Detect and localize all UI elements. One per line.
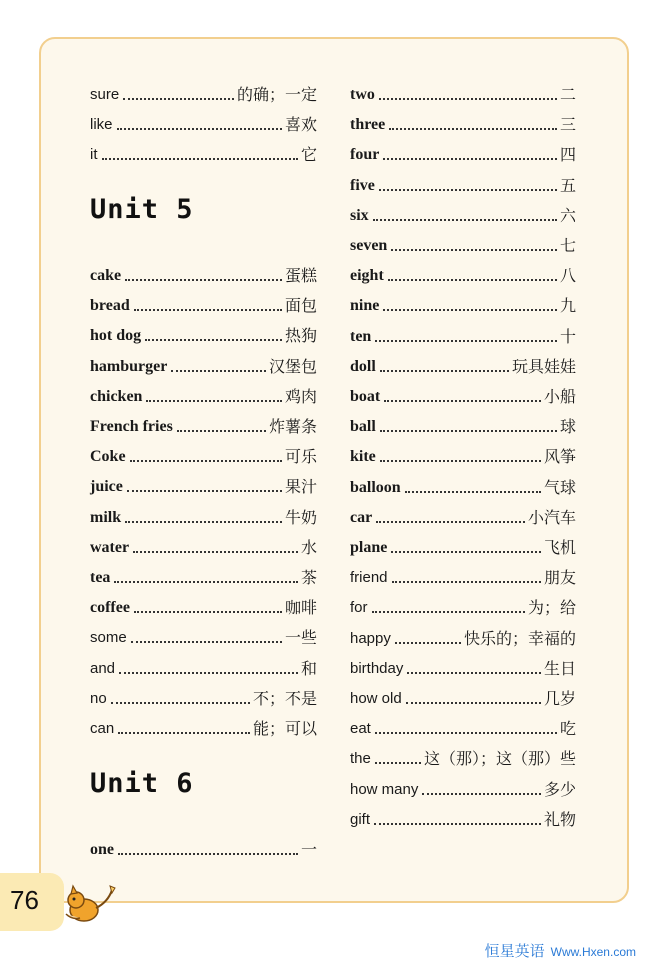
vocab-english: sure xyxy=(90,86,120,103)
dot-leader xyxy=(125,279,282,281)
vocab-english: nine xyxy=(350,297,380,315)
vocab-chinese: 玩具娃娃 xyxy=(511,356,576,376)
vocab-english: birthday xyxy=(350,659,404,677)
watermark xyxy=(485,940,636,961)
vocab-entry xyxy=(350,113,576,135)
dot-leader xyxy=(114,581,298,583)
dot-leader xyxy=(383,158,557,160)
vocab-entry xyxy=(350,808,576,830)
dot-leader xyxy=(405,491,541,493)
vocab-entry xyxy=(90,294,317,316)
vocab-entry xyxy=(90,566,317,588)
dot-leader xyxy=(118,732,250,734)
vocab-english: happy xyxy=(350,629,391,647)
vocab-entry xyxy=(350,415,576,437)
vocab-chinese: 九 xyxy=(559,296,576,316)
vocab-chinese: 生日 xyxy=(543,658,576,678)
dot-leader xyxy=(407,672,541,674)
vocab-entry xyxy=(90,324,317,346)
dot-leader xyxy=(133,551,298,553)
dot-leader xyxy=(380,430,557,432)
vocab-chinese: 蛋糕 xyxy=(284,266,317,285)
vocab-english: six xyxy=(350,206,369,224)
vocab-chinese: 二 xyxy=(559,85,576,104)
fox-mascot-icon xyxy=(62,884,116,924)
vocab-chinese: 八 xyxy=(559,266,576,286)
vocab-chinese: 几岁 xyxy=(543,689,576,708)
vocab-entry xyxy=(350,566,576,588)
vocab-chinese: 水 xyxy=(300,537,317,557)
vocab-english: water xyxy=(90,538,130,556)
vocab-english: hamburger xyxy=(90,357,168,375)
vocab-entry xyxy=(350,536,576,558)
vocab-chinese: 一些 xyxy=(284,628,317,648)
vocab-english: cake xyxy=(90,267,122,284)
watermark-url: Www.Hxen.com xyxy=(550,945,636,959)
dot-leader xyxy=(146,400,282,402)
vocab-entry xyxy=(350,264,576,286)
vocab-english: coffee xyxy=(90,599,130,617)
vocab-english: how old xyxy=(350,690,402,707)
vocab-chinese: 朋友 xyxy=(543,568,576,588)
vocab-entry xyxy=(90,536,317,558)
vocab-chinese: 飞机 xyxy=(543,538,576,557)
vocab-entry xyxy=(350,174,576,196)
dot-leader xyxy=(145,339,282,341)
vocab-chinese: 可乐 xyxy=(284,447,317,467)
vocab-entry xyxy=(90,657,317,679)
watermark-brand: 恒星英语 xyxy=(484,943,545,960)
vocab-entry xyxy=(350,294,576,316)
dot-leader xyxy=(373,219,557,221)
vocab-chinese: 为；给 xyxy=(527,598,576,618)
unit-6-heading: Unit 6 xyxy=(90,768,194,799)
vocab-entry xyxy=(350,596,576,618)
vocab-chinese: 茶 xyxy=(300,568,317,587)
dot-leader xyxy=(127,490,282,492)
vocab-entry xyxy=(350,627,576,649)
dot-leader xyxy=(130,460,282,462)
vocab-english: hot dog xyxy=(90,327,142,345)
vocab-english: boat xyxy=(350,388,381,405)
dot-leader xyxy=(380,460,541,462)
vocab-chinese: 五 xyxy=(559,175,576,195)
dot-leader xyxy=(375,732,557,734)
vocab-english: like xyxy=(90,116,113,134)
dot-leader xyxy=(391,249,557,251)
dot-leader xyxy=(119,672,298,674)
vocab-entry xyxy=(90,355,317,377)
vocab-entry xyxy=(350,445,576,467)
dot-leader xyxy=(379,189,557,191)
vocab-entry xyxy=(90,415,317,437)
vocab-entry xyxy=(350,657,576,679)
vocab-chinese: 能；可以 xyxy=(252,719,317,738)
vocab-entry xyxy=(90,717,317,739)
vocab-english: balloon xyxy=(350,478,401,496)
dot-leader xyxy=(391,551,541,553)
vocab-chinese: 汉堡包 xyxy=(268,356,317,376)
vocab-english: juice xyxy=(90,478,123,496)
dot-leader xyxy=(134,309,282,311)
dot-leader xyxy=(374,823,541,825)
dot-leader xyxy=(406,702,541,704)
vocab-english: how many xyxy=(350,780,419,798)
vocab-entry xyxy=(350,385,576,407)
vocab-chinese: 气球 xyxy=(543,477,576,497)
dot-leader xyxy=(388,279,557,281)
vocab-english: two xyxy=(350,86,375,103)
vocab-english: and xyxy=(90,659,116,677)
vocab-chinese: 礼物 xyxy=(543,809,576,829)
vocab-chinese: 面包 xyxy=(284,296,317,316)
vocab-entry xyxy=(350,687,576,709)
dot-leader xyxy=(384,400,541,402)
page-number-tab xyxy=(0,873,64,931)
dot-leader xyxy=(118,853,298,855)
vocab-entry xyxy=(90,475,317,497)
dot-leader xyxy=(372,611,525,613)
vocab-english: doll xyxy=(350,357,376,375)
vocab-english: ball xyxy=(350,418,376,436)
unit-5-heading: Unit 5 xyxy=(90,194,194,225)
vocab-english: kite xyxy=(350,448,376,466)
vocab-english: bread xyxy=(90,297,130,315)
vocab-entry xyxy=(350,234,576,256)
dot-leader xyxy=(131,641,282,643)
vocab-entry xyxy=(90,264,317,286)
vocab-entry xyxy=(90,506,317,528)
vocab-english: friend xyxy=(350,569,388,587)
vocab-english: gift xyxy=(350,810,371,828)
vocab-entry xyxy=(90,838,317,860)
vocab-entry xyxy=(90,143,317,165)
dot-leader xyxy=(383,309,557,311)
vocab-chinese: 球 xyxy=(559,417,576,437)
vocab-english: chicken xyxy=(90,387,143,405)
vocab-entry xyxy=(90,445,317,467)
dot-leader xyxy=(389,128,557,130)
vocab-chinese: 的确；一定 xyxy=(236,85,317,104)
vocab-chinese: 牛奶 xyxy=(284,507,317,527)
vocab-chinese: 七 xyxy=(559,236,576,255)
dot-leader xyxy=(111,702,250,704)
page-number: 76 xyxy=(10,885,39,915)
vocab-entry xyxy=(350,506,576,528)
vocab-chinese: 快乐的；幸福的 xyxy=(463,628,576,648)
dot-leader xyxy=(380,370,509,372)
vocab-entry xyxy=(350,717,576,739)
vocab-chinese: 不；不是 xyxy=(252,688,317,708)
vocab-entry xyxy=(90,596,317,618)
vocab-entry xyxy=(350,143,576,165)
vocab-chinese: 十 xyxy=(559,326,576,346)
vocab-entry xyxy=(350,83,576,105)
dot-leader xyxy=(134,611,282,613)
vocab-english: some xyxy=(90,629,127,647)
vocab-entry xyxy=(350,204,576,226)
vocab-chinese: 它 xyxy=(300,145,317,165)
vocab-chinese: 热狗 xyxy=(284,326,317,346)
vocab-entry xyxy=(90,626,317,648)
vocab-entry xyxy=(90,385,317,407)
vocab-english: seven xyxy=(350,237,388,254)
dot-leader xyxy=(123,98,234,100)
vocab-chinese: 鸡肉 xyxy=(284,386,317,406)
vocab-chinese: 吃 xyxy=(559,719,576,739)
vocab-english: for xyxy=(350,599,368,617)
dot-leader xyxy=(392,581,541,583)
dot-leader xyxy=(117,128,282,130)
vocab-english: tea xyxy=(90,569,111,586)
vocab-chinese: 一 xyxy=(300,840,317,859)
dot-leader xyxy=(422,793,541,795)
vocab-entry xyxy=(350,325,576,347)
vocab-chinese: 喜欢 xyxy=(284,115,317,135)
vocab-english: car xyxy=(350,508,373,526)
dot-leader xyxy=(375,340,557,342)
vocab-english: four xyxy=(350,146,380,164)
vocab-english: no xyxy=(90,689,107,707)
vocab-chinese: 小船 xyxy=(543,387,576,406)
dot-leader xyxy=(379,98,557,100)
vocab-chinese: 果汁 xyxy=(284,477,317,497)
vocab-entry xyxy=(90,113,317,135)
vocab-chinese: 多少 xyxy=(543,779,576,799)
vocab-english: milk xyxy=(90,508,122,526)
vocab-entry xyxy=(350,476,576,498)
vocab-english: one xyxy=(90,841,114,858)
vocab-english: it xyxy=(90,146,98,164)
dot-leader xyxy=(125,521,282,523)
vocab-english: the xyxy=(350,750,371,768)
dot-leader xyxy=(376,521,525,523)
vocab-chinese: 四 xyxy=(559,145,576,165)
vocab-english: French fries xyxy=(90,418,173,435)
vocab-chinese: 三 xyxy=(559,115,576,135)
dot-leader xyxy=(395,642,461,644)
vocab-entry xyxy=(350,747,576,769)
vocab-chinese: 炸薯条 xyxy=(268,417,317,436)
dot-leader xyxy=(171,370,266,372)
dot-leader xyxy=(177,430,266,432)
vocab-entry xyxy=(90,687,317,709)
vocab-chinese: 和 xyxy=(300,658,317,678)
dot-leader xyxy=(375,762,421,764)
vocab-chinese: 这（那）；这（那）些 xyxy=(423,749,576,769)
vocab-chinese: 小汽车 xyxy=(527,507,576,527)
vocab-english: Coke xyxy=(90,448,126,466)
vocab-english: ten xyxy=(350,327,372,345)
dot-leader xyxy=(102,158,298,160)
vocab-english: eight xyxy=(350,267,384,285)
vocab-entry xyxy=(350,355,576,377)
vocab-entry xyxy=(90,83,317,105)
vocab-english: five xyxy=(350,176,375,194)
vocab-english: eat xyxy=(350,720,371,738)
vocab-english: three xyxy=(350,116,386,134)
vocab-english: plane xyxy=(350,539,388,556)
vocab-english: can xyxy=(90,720,115,737)
vocab-chinese: 六 xyxy=(559,205,576,225)
vocab-chinese: 风筝 xyxy=(543,447,576,467)
vocab-chinese: 咖啡 xyxy=(284,598,317,618)
vocab-entry xyxy=(350,778,576,800)
